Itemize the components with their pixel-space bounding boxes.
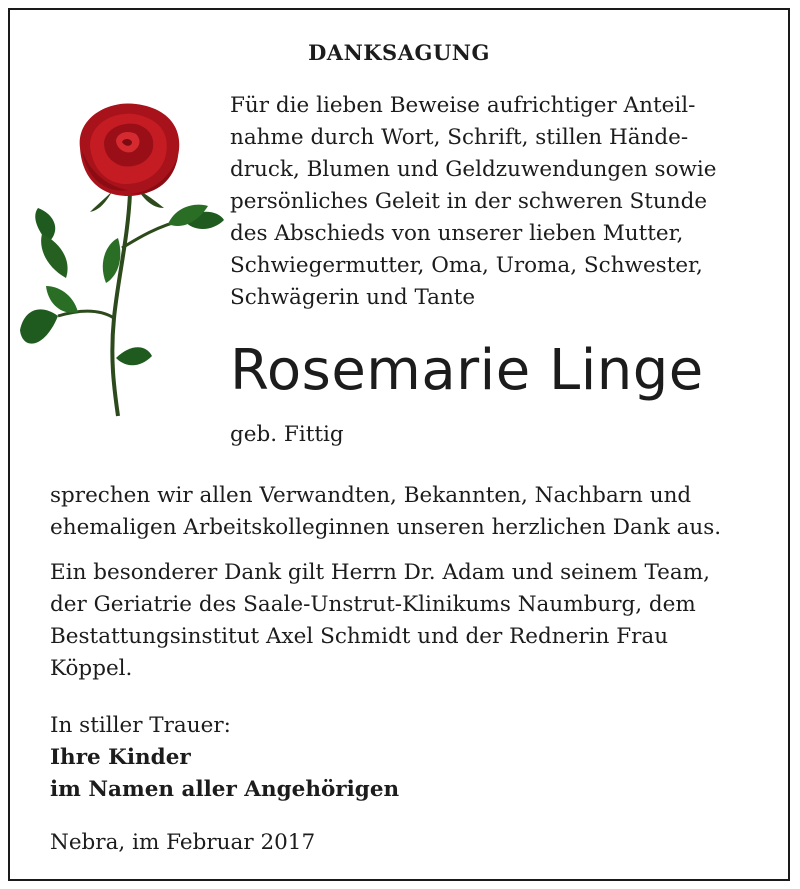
intro-line: persönliches Geleit in der schweren Stunde bbox=[230, 189, 708, 214]
special-line: Bestattungsinstitut Axel Schmidt und der Rednerin Frau bbox=[50, 624, 669, 649]
intro-line: des Abschieds von unserer lieben Mutter, bbox=[230, 221, 684, 246]
red-rose-icon bbox=[18, 98, 226, 420]
birth-name: geb. Fittig bbox=[230, 422, 344, 447]
intro-line: Schwiegermutter, Oma, Uroma, Schwester, bbox=[230, 253, 703, 278]
signature-intro: In stiller Trauer: bbox=[50, 713, 231, 738]
intro-line: Schwägerin und Tante bbox=[230, 285, 476, 310]
signature-line: Ihre Kinder bbox=[50, 745, 191, 770]
obituary-card bbox=[8, 8, 790, 881]
deceased-name: Rosemarie Linge bbox=[230, 338, 704, 403]
special-line: Köppel. bbox=[50, 656, 133, 681]
signature-block bbox=[50, 710, 399, 806]
special-line: der Geriatrie des Saale-Unstrut-Klinikums Naumburg, dem bbox=[50, 592, 696, 617]
signature-line: im Namen aller Angehörigen bbox=[50, 777, 400, 802]
thanks-line: ehemaligen Arbeitskolleginnen unseren herzlichen Dank aus. bbox=[50, 515, 722, 540]
special-thanks-paragraph bbox=[50, 557, 770, 685]
thanks-line: sprechen wir allen Verwandten, Bekannten, Nachbarn und bbox=[50, 483, 692, 508]
intro-line: druck, Blumen und Geldzuwendungen sowie bbox=[230, 157, 717, 182]
page-title: DANKSAGUNG bbox=[308, 40, 490, 65]
place-date: Nebra, im Februar 2017 bbox=[50, 830, 316, 855]
intro-line: nahme durch Wort, Schrift, stillen Hände- bbox=[230, 125, 689, 150]
special-line: Ein besonderer Dank gilt Herrn Dr. Adam und seinem Team, bbox=[50, 560, 710, 585]
thanks-paragraph bbox=[50, 480, 770, 544]
intro-text bbox=[230, 90, 786, 314]
intro-line: Für die lieben Beweise aufrichtiger Anteil- bbox=[230, 93, 696, 118]
